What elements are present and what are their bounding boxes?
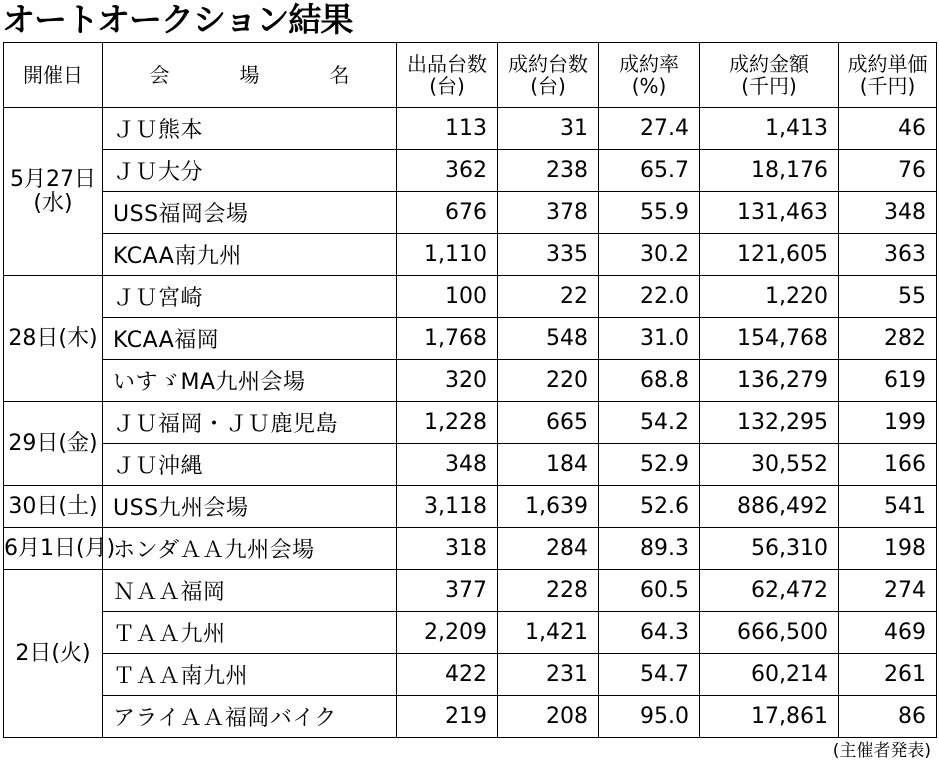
rate-cell: 60.5	[599, 570, 700, 612]
rate-cell: 22.0	[599, 276, 700, 318]
sold-cell: 184	[498, 444, 599, 486]
date-line: 2日(火)	[15, 640, 91, 666]
sold-cell: 31	[498, 108, 599, 150]
header-listed-unit: (台)	[429, 74, 465, 98]
results-table	[3, 42, 937, 738]
venue-cell: ＪＵ宮崎	[103, 276, 397, 318]
header-unit-price	[839, 43, 937, 108]
header-unit-price-label: 成約単価	[847, 52, 928, 76]
header-sold-label: 成約台数	[508, 52, 588, 76]
date-line: 29日(金)	[8, 430, 98, 456]
venue-cell: KCAA福岡	[103, 318, 397, 360]
rate-cell: 95.0	[599, 696, 700, 738]
venue-cell: ＪＵ福岡・ＪＵ鹿児島	[103, 402, 397, 444]
unit-price-cell: 261	[839, 654, 937, 696]
date-line: 6月1日(月)	[4, 535, 116, 561]
date-line: 5月27日	[10, 166, 96, 192]
amount-cell: 121,605	[700, 234, 839, 276]
listed-cell: 1,228	[397, 402, 498, 444]
date-line: (水)	[33, 190, 73, 216]
amount-cell: 62,472	[700, 570, 839, 612]
sold-cell: 665	[498, 402, 599, 444]
amount-cell: 1,220	[700, 276, 839, 318]
table-row	[4, 654, 937, 696]
unit-price-cell: 86	[839, 696, 937, 738]
amount-cell: 132,295	[700, 402, 839, 444]
rate-cell: 55.9	[599, 192, 700, 234]
rate-cell: 52.9	[599, 444, 700, 486]
listed-cell: 113	[397, 108, 498, 150]
rate-cell: 52.6	[599, 486, 700, 528]
sold-cell: 335	[498, 234, 599, 276]
header-venue-part: 場	[239, 63, 260, 87]
listed-cell: 219	[397, 696, 498, 738]
sold-cell: 231	[498, 654, 599, 696]
table-row	[4, 528, 937, 570]
listed-cell: 377	[397, 570, 498, 612]
header-venue-part: 会	[149, 63, 170, 87]
date-cell	[4, 570, 103, 738]
rate-cell: 27.4	[599, 108, 700, 150]
sold-cell: 228	[498, 570, 599, 612]
date-line: 28日(木)	[8, 325, 98, 351]
table-row	[4, 192, 937, 234]
sold-cell: 378	[498, 192, 599, 234]
listed-cell: 318	[397, 528, 498, 570]
header-date: 開催日	[4, 43, 103, 108]
table-row	[4, 570, 937, 612]
date-cell	[4, 486, 103, 528]
rate-cell: 54.7	[599, 654, 700, 696]
venue-cell: USS九州会場	[103, 486, 397, 528]
date-cell	[4, 108, 103, 276]
header-sold-unit: (台)	[530, 74, 566, 98]
results-body	[4, 108, 937, 738]
amount-cell: 17,861	[700, 696, 839, 738]
amount-cell: 56,310	[700, 528, 839, 570]
amount-cell: 136,279	[700, 360, 839, 402]
header-listed	[397, 43, 498, 108]
sold-cell: 238	[498, 150, 599, 192]
amount-cell: 131,463	[700, 192, 839, 234]
sold-cell: 548	[498, 318, 599, 360]
unit-price-cell: 76	[839, 150, 937, 192]
rate-cell: 54.2	[599, 402, 700, 444]
listed-cell: 1,768	[397, 318, 498, 360]
venue-cell: アライＡＡ福岡バイク	[103, 696, 397, 738]
date-cell	[4, 402, 103, 486]
sold-cell: 1,421	[498, 612, 599, 654]
listed-cell: 362	[397, 150, 498, 192]
header-amount	[700, 43, 839, 108]
header-sold	[498, 43, 599, 108]
header-amount-unit: (千円)	[741, 74, 797, 98]
amount-cell: 60,214	[700, 654, 839, 696]
amount-cell: 886,492	[700, 486, 839, 528]
listed-cell: 100	[397, 276, 498, 318]
sold-cell: 22	[498, 276, 599, 318]
sold-cell: 284	[498, 528, 599, 570]
unit-price-cell: 166	[839, 444, 937, 486]
table-row	[4, 360, 937, 402]
unit-price-cell: 363	[839, 234, 937, 276]
table-row	[4, 444, 937, 486]
venue-cell: いすゞMA九州会場	[103, 360, 397, 402]
listed-cell: 3,118	[397, 486, 498, 528]
venue-cell: ＪＵ大分	[103, 150, 397, 192]
unit-price-cell: 274	[839, 570, 937, 612]
table-row	[4, 612, 937, 654]
venue-cell: ＴＡＡ南九州	[103, 654, 397, 696]
rate-cell: 64.3	[599, 612, 700, 654]
amount-cell: 30,552	[700, 444, 839, 486]
table-row	[4, 276, 937, 318]
table-row	[4, 486, 937, 528]
rate-cell: 65.7	[599, 150, 700, 192]
venue-cell: ＮＡＡ福岡	[103, 570, 397, 612]
header-amount-label: 成約金額	[729, 52, 809, 76]
header-unit-price-unit: (千円)	[859, 74, 916, 98]
table-row	[4, 108, 937, 150]
header-rate-label: 成約率	[619, 52, 679, 76]
sold-cell: 208	[498, 696, 599, 738]
source-note: (主催者発表)	[832, 741, 931, 761]
header-venue-part: 名	[329, 63, 350, 87]
listed-cell: 676	[397, 192, 498, 234]
amount-cell: 18,176	[700, 150, 839, 192]
header-venue	[103, 43, 397, 108]
table-row	[4, 234, 937, 276]
page-title: オートオークション結果	[2, 0, 353, 39]
unit-price-cell: 469	[839, 612, 937, 654]
rate-cell: 89.3	[599, 528, 700, 570]
header-listed-label: 出品台数	[407, 52, 487, 76]
amount-cell: 154,768	[700, 318, 839, 360]
venue-cell: ホンダＡＡ九州会場	[103, 528, 397, 570]
table-row	[4, 318, 937, 360]
listed-cell: 422	[397, 654, 498, 696]
date-line: 30日(土)	[8, 493, 98, 519]
unit-price-cell: 55	[839, 276, 937, 318]
unit-price-cell: 541	[839, 486, 937, 528]
header-row	[4, 43, 937, 108]
amount-cell: 666,500	[700, 612, 839, 654]
rate-cell: 31.0	[599, 318, 700, 360]
header-rate	[599, 43, 700, 108]
date-cell	[4, 528, 116, 570]
listed-cell: 2,209	[397, 612, 498, 654]
unit-price-cell: 199	[839, 402, 937, 444]
rate-cell: 30.2	[599, 234, 700, 276]
rate-cell: 68.8	[599, 360, 700, 402]
amount-cell: 1,413	[700, 108, 839, 150]
table-row	[4, 402, 937, 444]
venue-cell: ＴＡＡ九州	[103, 612, 397, 654]
listed-cell: 1,110	[397, 234, 498, 276]
unit-price-cell: 619	[839, 360, 937, 402]
listed-cell: 348	[397, 444, 498, 486]
unit-price-cell: 46	[839, 108, 937, 150]
listed-cell: 320	[397, 360, 498, 402]
unit-price-cell: 198	[839, 528, 937, 570]
unit-price-cell: 348	[839, 192, 937, 234]
venue-cell: KCAA南九州	[103, 234, 397, 276]
table-row	[4, 696, 937, 738]
date-cell	[4, 276, 103, 402]
header-rate-unit: (%)	[631, 74, 667, 98]
sold-cell: 220	[498, 360, 599, 402]
venue-cell: ＪＵ沖縄	[103, 444, 397, 486]
unit-price-cell: 282	[839, 318, 937, 360]
venue-cell: ＪＵ熊本	[103, 108, 397, 150]
sold-cell: 1,639	[498, 486, 599, 528]
table-row	[4, 150, 937, 192]
venue-cell: USS福岡会場	[103, 192, 397, 234]
